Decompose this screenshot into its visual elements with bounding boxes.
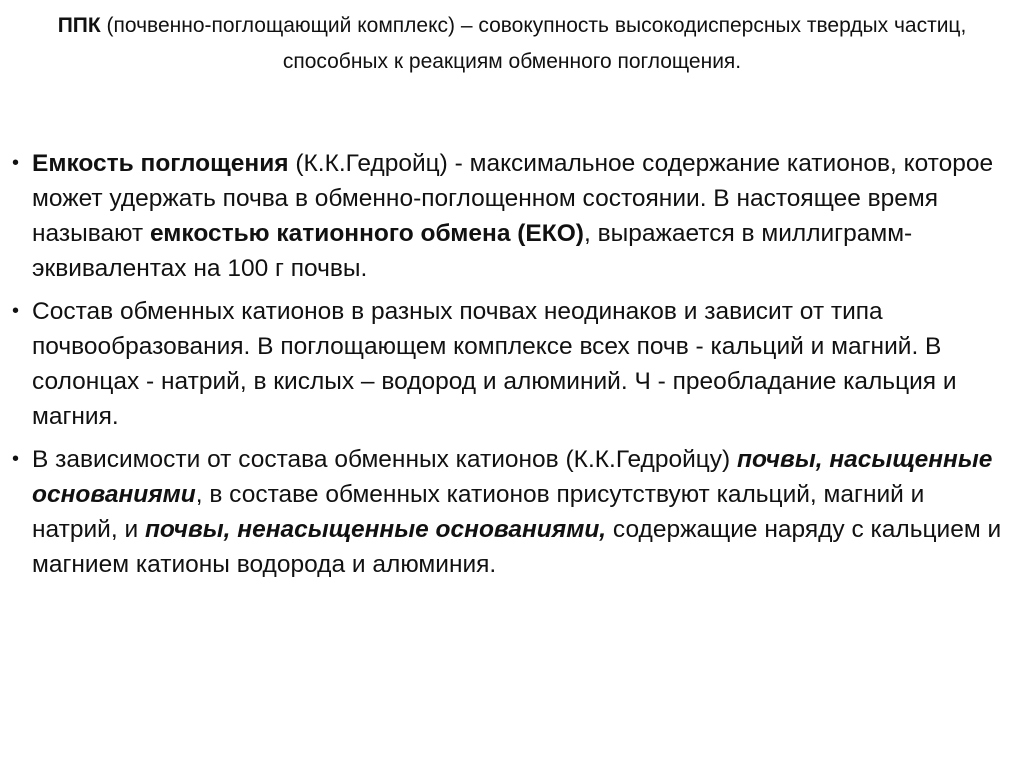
bullet-text: , в составе обменных катионов присутствуют кальций, магний и натрий, и bbox=[32, 481, 925, 543]
slide-title bbox=[24, 8, 1000, 80]
bullet-dot-icon: • bbox=[12, 152, 20, 174]
bullet-dot-icon: • bbox=[12, 448, 20, 470]
term-absorption-capacity: Емкость поглощения bbox=[32, 150, 289, 177]
title-abbreviation: ППК bbox=[57, 14, 101, 37]
bullet-text: Состав обменных катионов в разных почвах неодинаков и зависит от типа почвообразования. В поглощающем комплексе всех почв - кальций и магний. В солонцах - натрий, в кислых – водород и алюминий. Ч - преобладание кальция и магния. bbox=[32, 298, 957, 430]
bullet-text: (К.К.Гедройц) - максимальное содержание катионов, которое может удержать почва в обменно-поглощенном состоянии. В настоящее время называют bbox=[32, 150, 994, 247]
bullet-text: В зависимости от состава обменных катионов (К.К.Гедройцу) bbox=[32, 446, 738, 473]
bullet-item-composition bbox=[6, 294, 1016, 434]
bullet-item-capacity bbox=[6, 146, 1016, 286]
bullet-text: содержащие наряду с кальцием и магнием катионы водорода и алюминия. bbox=[32, 516, 1002, 578]
bullet-text: , выражается в миллиграмм-эквивалентах на 100 г почвы. bbox=[32, 220, 913, 282]
term-unsaturated-soils: почвы, ненасыщенные основаниями, bbox=[144, 516, 607, 543]
bullet-item-classification bbox=[6, 442, 1016, 582]
title-definition: (почвенно-поглощающий комплекс) – совокупность высокодисперсных твердых частиц, способных к реакциям обменного поглощения. bbox=[100, 14, 967, 73]
term-cation-exchange-capacity: емкостью катионного обмена (ЕКО) bbox=[149, 220, 584, 247]
term-saturated-soils: почвы, насыщенные основаниями bbox=[32, 446, 993, 508]
bullet-list bbox=[6, 146, 1016, 590]
bullet-dot-icon: • bbox=[12, 300, 20, 322]
